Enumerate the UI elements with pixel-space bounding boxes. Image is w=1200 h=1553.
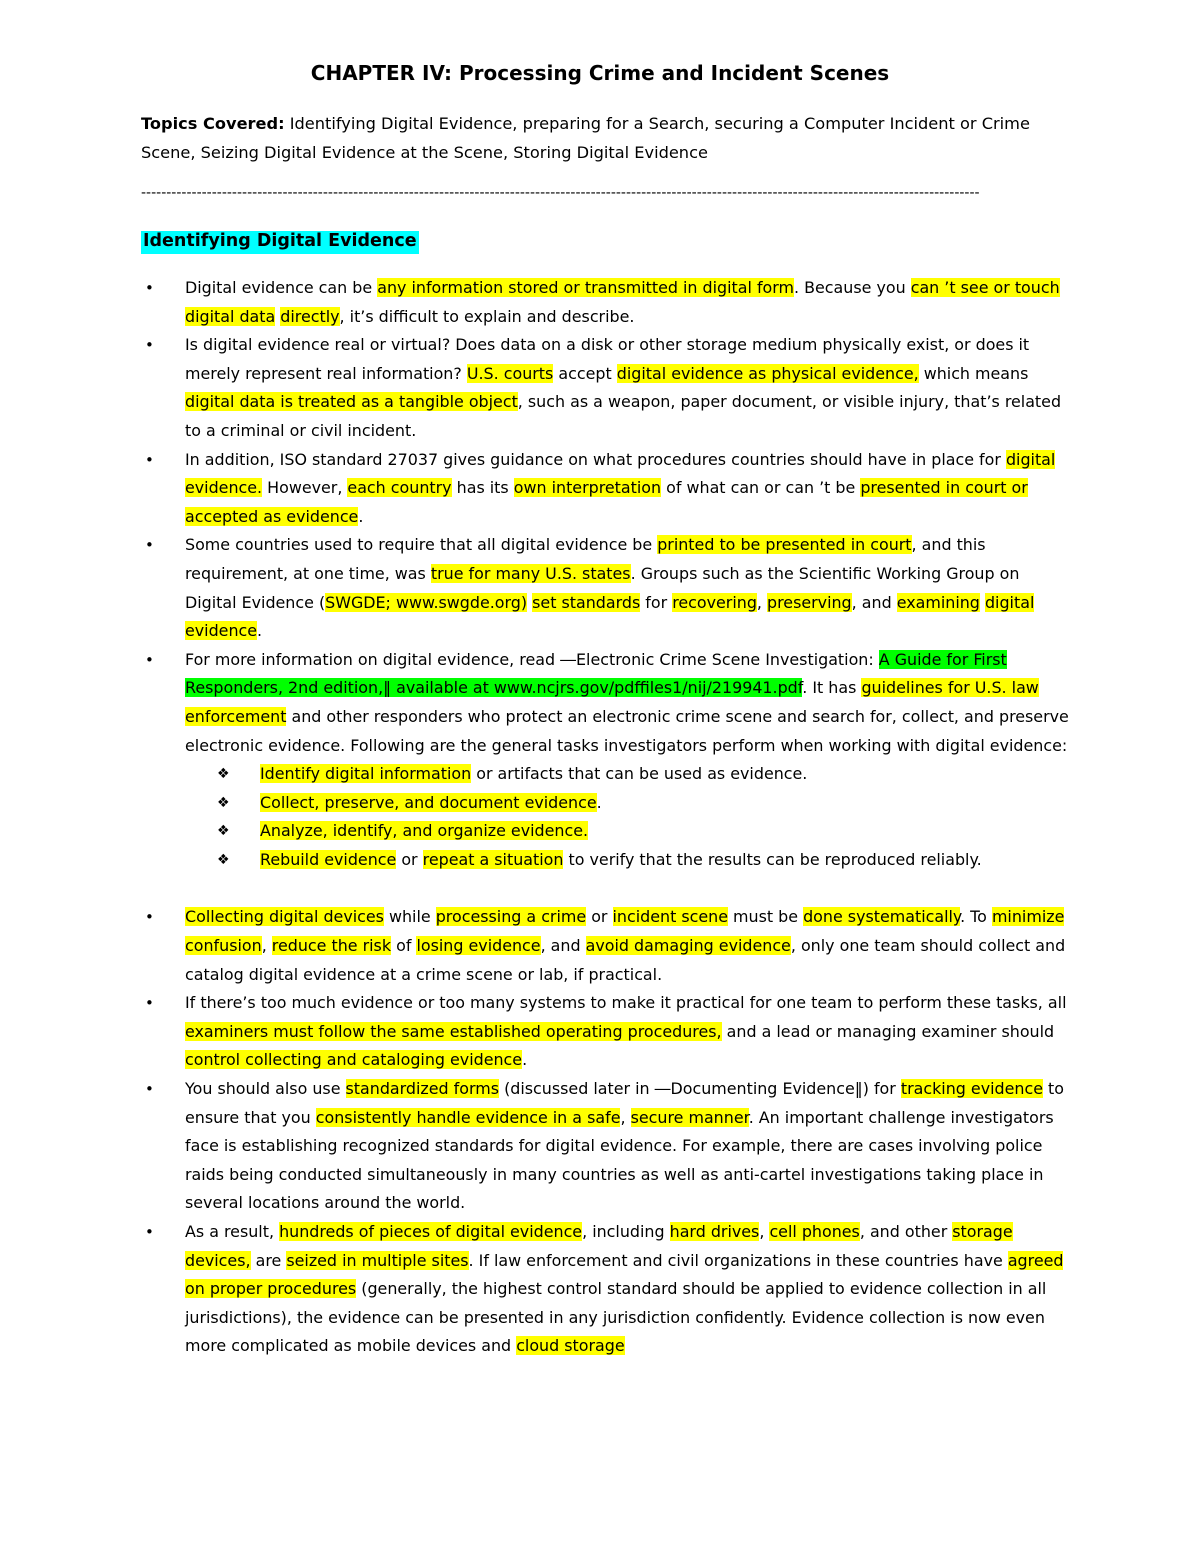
highlighted-text: secure manner [630, 1107, 749, 1127]
highlighted-text: examining [896, 592, 980, 612]
page-title: CHAPTER IV: Processing Crime and Incident Scenes [310, 61, 890, 85]
body-text: must be [728, 907, 804, 927]
bullet-item [141, 274, 1071, 331]
body-text: You should also use [185, 1079, 346, 1099]
body-text: , [620, 1107, 631, 1127]
bullet-item [141, 331, 1071, 445]
highlighted-text: directly [280, 306, 340, 326]
section-heading [141, 226, 419, 256]
highlighted-text: digital evidence as physical evidence, [616, 363, 919, 383]
highlighted-text: cell phones [769, 1222, 860, 1241]
highlighted-text: guidelines for U.S. law enforcement [185, 678, 1039, 726]
body-text: are [250, 1250, 287, 1270]
body-text: , such as a weapon, paper document, or visible injury, that’s related to a criminal or civil incident. [185, 392, 1062, 440]
bullet-item [141, 531, 1071, 645]
body-text: . Because you [794, 278, 911, 297]
highlighted-text: preserving [767, 592, 852, 612]
topics-label: Topics Covered: [141, 114, 285, 133]
body-text: . It has [802, 678, 862, 698]
bullet-item [141, 646, 1071, 875]
highlighted-text: repeat a situation [422, 849, 564, 869]
diamond-bullet-icon: ❖ [217, 823, 230, 840]
highlighted-text: Rebuild evidence [260, 849, 397, 869]
highlighted-text: hard drives [669, 1222, 760, 1241]
body-text: for [640, 592, 673, 612]
highlighted-text: digital [984, 592, 1035, 612]
body-text: to ensure that you [185, 1079, 1064, 1127]
highlighted-text: each country [347, 478, 452, 498]
highlighted-text: true for many U.S. states [430, 563, 631, 583]
highlighted-text: hundreds of pieces of digital evidence [279, 1222, 583, 1241]
highlighted-text: own interpretation [513, 478, 662, 498]
highlighted-text: digital data is treated as a tangible object [185, 392, 518, 412]
highlighted-text: printed to be presented in court [657, 535, 912, 555]
topics-covered [141, 109, 1061, 167]
body-text: If there’s too much evidence or too many systems to make it practical for one team to perform these tasks, all [185, 993, 1067, 1013]
highlighted-text: cloud storage [516, 1336, 625, 1356]
body-text: Is digital evidence real or virtual? Does data on a disk or other storage medium physically exist, or does it merely represent real information? [185, 335, 1030, 383]
bullet-item [141, 989, 1071, 1075]
body-text: , [759, 1222, 770, 1241]
body-text: which means [918, 363, 1029, 383]
highlighted-text: consistently handle evidence in a safe [315, 1107, 621, 1127]
topics-text: Identifying Digital Evidence, preparing for a Search, securing a Computer Incident or Crime Scene, Seizing Digital Evidence at the Scene, Storing Digital Evidence [141, 114, 1030, 162]
bullet-list [141, 274, 1071, 1361]
sub-list-item [185, 817, 1071, 846]
highlighted-text: tracking evidence [900, 1079, 1043, 1099]
diamond-bullet-icon: ❖ [217, 794, 230, 811]
bullet-item [141, 1218, 1071, 1361]
highlighted-text: recovering [672, 592, 757, 612]
highlighted-text: SWGDE; www.swgde.org) [325, 592, 528, 612]
separator-line: ---------------------------------------------------------------------------------------------------------------------------------------------------------------------- [141, 185, 980, 201]
bullet-item [141, 1075, 1071, 1218]
body-text: (discussed later in ―Documenting Evidence‖) for [499, 1079, 901, 1099]
highlighted-text: set standards [532, 592, 641, 612]
highlighted-text: losing evidence [416, 936, 541, 956]
body-text: , it’s difficult to explain and describe. [339, 306, 635, 326]
body-text: or artifacts that can be used as evidence. [471, 764, 808, 784]
highlighted-text: Collecting digital devices [185, 907, 384, 927]
body-text: , and this requirement, at one time, was [185, 535, 986, 583]
body-text: , only one team should collect and catalog digital evidence at a crime scene or lab, if practical. [185, 936, 1066, 984]
body-text: In addition, ISO standard 27037 gives guidance on what procedures countries should have in place for [185, 449, 1006, 469]
body-text: As a result, [185, 1222, 280, 1241]
section-heading-text: Identifying Digital Evidence [141, 231, 419, 254]
highlighted-text: any information stored or transmitted in digital form [377, 278, 795, 297]
highlighted-text: standardized forms [345, 1079, 500, 1099]
highlighted-text: U.S. courts [466, 363, 554, 383]
body-text: . An important challenge investigators face is establishing recognized standards for digital evidence. For example, there are cases involving police raids being conducted simultaneously in many countries as well as anti-cartel investigations taking place in several locations around the world. [185, 1107, 1054, 1213]
body-text: , [756, 592, 768, 612]
body-text: , including [582, 1222, 670, 1241]
body-text: , and other [859, 1222, 953, 1241]
highlighted-text: avoid damaging evidence [585, 936, 791, 956]
body-text: and other responders who protect an electronic crime scene and search for, collect, and preserve electronic evidence. Following are the general tasks investigators perform when working with digital evidence: [185, 706, 1069, 755]
sub-list [185, 760, 1071, 874]
sub-list-item [185, 789, 1071, 818]
body-text: Some countries used to require that all digital evidence be [185, 535, 658, 555]
body-text: . [257, 621, 263, 641]
body-text: . [596, 792, 602, 812]
bullet-item [141, 903, 1071, 989]
highlighted-text: Analyze, identify, and organize evidence. [260, 821, 589, 841]
highlighted-text: examiners must follow the same established operating procedures, [185, 1021, 722, 1041]
body-text: has its [451, 478, 514, 498]
highlighted-text: seized in multiple sites [286, 1250, 469, 1270]
highlighted-text: can ’t see or touch digital data [185, 278, 1060, 326]
diamond-bullet-icon: ❖ [217, 851, 230, 868]
highlighted-text: presented in court or accepted as evidence [185, 478, 1028, 526]
body-text: to verify that the results can be reproduced reliably. [563, 849, 982, 869]
body-text: For more information on digital evidence, read ―Electronic Crime Scene Investigation: [185, 649, 879, 669]
highlighted-text: digital evidence. [185, 449, 1056, 498]
highlighted-text: Identify digital information [260, 764, 472, 784]
body-text: and a lead or managing examiner should [721, 1021, 1055, 1041]
body-text: . Groups such as the Scientific Working Group on Digital Evidence ( [185, 563, 1020, 612]
highlighted-text: reduce the risk [271, 936, 392, 956]
sub-list-item [185, 760, 1071, 789]
body-text: , and [540, 936, 586, 956]
body-text: . If law enforcement and civil organizations in these countries have [468, 1250, 1008, 1270]
bullet-item [141, 446, 1071, 532]
highlighted-text: incident scene [612, 907, 728, 927]
body-text: , [261, 936, 272, 956]
body-text: . [522, 1050, 528, 1070]
green-highlighted-text: A Guide for First Responders, 2nd edition,‖ available at www.ncjrs.gov/pdffiles1/nij/219941.pdf [185, 649, 1007, 698]
body-text: of [391, 936, 417, 956]
highlighted-text: processing a crime [435, 907, 587, 927]
body-text: while [383, 907, 436, 927]
body-text: . [358, 506, 364, 526]
body-text: Digital evidence can be [185, 278, 378, 297]
highlighted-text: agreed on proper procedures [185, 1250, 1064, 1299]
body-text: or [396, 849, 423, 869]
body-text: accept [553, 363, 617, 383]
diamond-bullet-icon: ❖ [217, 766, 230, 783]
highlighted-text: minimize confusion [185, 907, 1065, 956]
highlighted-text: done systematically [803, 907, 961, 927]
body-text: . To [960, 907, 992, 927]
highlighted-text: Collect, preserve, and document evidence [260, 792, 597, 812]
highlighted-text: storage devices, [185, 1222, 1013, 1270]
body-text: , and [851, 592, 897, 612]
body-text: or [586, 907, 613, 927]
highlighted-text: evidence [185, 621, 258, 641]
highlighted-text: control collecting and cataloging evidence [185, 1050, 523, 1070]
body-text: (generally, the highest control standard should be applied to evidence collection in all jurisdictions), the evidence can be presented in any jurisdiction confidently. Evidence collection is now even more complicated as mobile devices and [185, 1279, 1047, 1356]
body-text: of what can or can ’t be [661, 478, 861, 498]
sub-list-item [185, 846, 1071, 875]
body-text: However, [262, 478, 348, 498]
